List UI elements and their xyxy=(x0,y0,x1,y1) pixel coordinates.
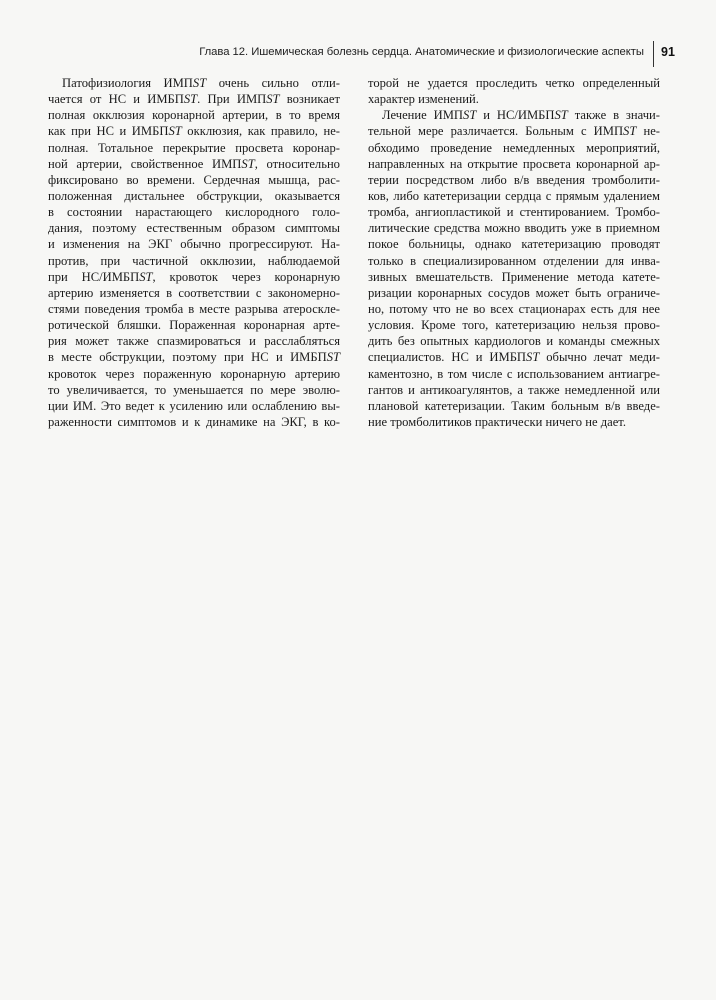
text-line: рия может также спазмироваться и расслабляться xyxy=(48,334,340,349)
page-number: 91 xyxy=(661,45,675,59)
text-line: при НС/ИМБПST, кровоток через коронарную xyxy=(48,269,340,284)
text-line: раженности симптомов и к динамике на ЭКГ, в ко- xyxy=(48,414,340,429)
text-line: артерию изменяется в соответствии с закономерно- xyxy=(48,285,340,300)
text-line: полная. Тотальное перекрытие просвета коронар- xyxy=(48,140,340,155)
text-line: стями поведения тромба в месте разрыва атероскле- xyxy=(48,301,340,316)
text-line: но, потому что не во всех стационарах есть для нее xyxy=(368,301,660,316)
text-line: литические средства можно вводить уже в приемном xyxy=(368,221,660,236)
text-line: чается от НС и ИМБПST. При ИМПST возникает xyxy=(48,92,340,107)
text-line: дить без опытных кардиологов и команды смежных xyxy=(368,334,660,349)
text-line: ризации коронарных сосудов может быть ограниче- xyxy=(368,285,660,300)
text-line: условия. Кроме того, катетеризацию нельзя прово- xyxy=(368,318,660,333)
text-line: тромба, ангиопластикой и стентированием. Тромбо- xyxy=(368,205,660,220)
text-line: ротической бляшки. Пораженная коронарная арте- xyxy=(48,318,340,333)
text-line: тельной мере различается. Больным с ИМПST не- xyxy=(368,124,660,139)
text-line: плановой катетеризации. Таким больным в/в введе- xyxy=(368,398,660,413)
text-line: обходимо проведение немедленных мероприятий, xyxy=(368,140,660,155)
header-divider xyxy=(653,41,654,67)
text-line: Патофизиология ИМПST очень сильно отли- xyxy=(62,76,340,90)
text-line: торой не удается проследить четко определенный xyxy=(368,76,660,90)
chapter-title: Глава 12. Ишемическая болезнь сердца. Анатомические и физиологические аспекты xyxy=(199,46,644,58)
text-line: в состоянии нарастающего кислородного голо- xyxy=(48,205,340,220)
text-line: дания, поэтому естественным образом симптомы xyxy=(48,221,340,236)
right-column xyxy=(368,75,660,430)
text-line: фиксировано во времени. Сердечная мышца, рас- xyxy=(48,172,340,187)
text-line: ции ИМ. Это ведет к усилению или ослаблению вы- xyxy=(48,398,340,413)
text-line: ние тромболитиков практически ничего не дает. xyxy=(368,414,626,429)
text-line: зивных вмешательств. Применение метода катете- xyxy=(368,269,660,284)
left-column xyxy=(48,75,340,430)
text-line: ной артерии, свойственное ИМПST, относительно xyxy=(48,156,340,171)
text-line: ков, либо катетеризации сердца с прямым удалением xyxy=(368,188,660,203)
text-line: то увеличивается, то уменьшается по мере эволю- xyxy=(48,382,340,397)
text-line: как при НС и ИМБПST окклюзия, как правило, не- xyxy=(48,124,340,139)
text-line: специалистов. НС и ИМБПST обычно лечат меди- xyxy=(368,350,660,365)
text-line: гантов и антикоагулянтов, а также немедленной или xyxy=(368,382,660,397)
text-line: положенная дистальнее обструкции, оказывается xyxy=(48,188,340,203)
text-line: в месте обструкции, поэтому при НС и ИМБПST xyxy=(48,350,340,365)
text-line: только в специализированном отделении для инва- xyxy=(368,253,660,268)
running-header xyxy=(0,44,716,64)
text-line: покое больницы, однако катетеризацию проводят xyxy=(368,237,660,252)
text-line: терии посредством либо в/в введения тромболити- xyxy=(368,172,660,187)
text-line: полная окклюзия коронарной артерии, в то время xyxy=(48,108,340,123)
text-line: Лечение ИМПST и НС/ИМБПST также в значи- xyxy=(382,108,660,123)
text-line: против, при частичной окклюзии, наблюдаемой xyxy=(48,253,340,268)
text-line: кровоток через пораженную коронарную артерию xyxy=(48,366,340,381)
text-line: каментозно, в том числе с использованием антиагре- xyxy=(368,366,660,381)
text-line: и изменения на ЭКГ обычно прогрессируют. На- xyxy=(48,237,340,252)
text-line: характер изменений. xyxy=(368,92,479,107)
text-line: направленных на открытие просвета коронарной ар- xyxy=(368,156,660,171)
